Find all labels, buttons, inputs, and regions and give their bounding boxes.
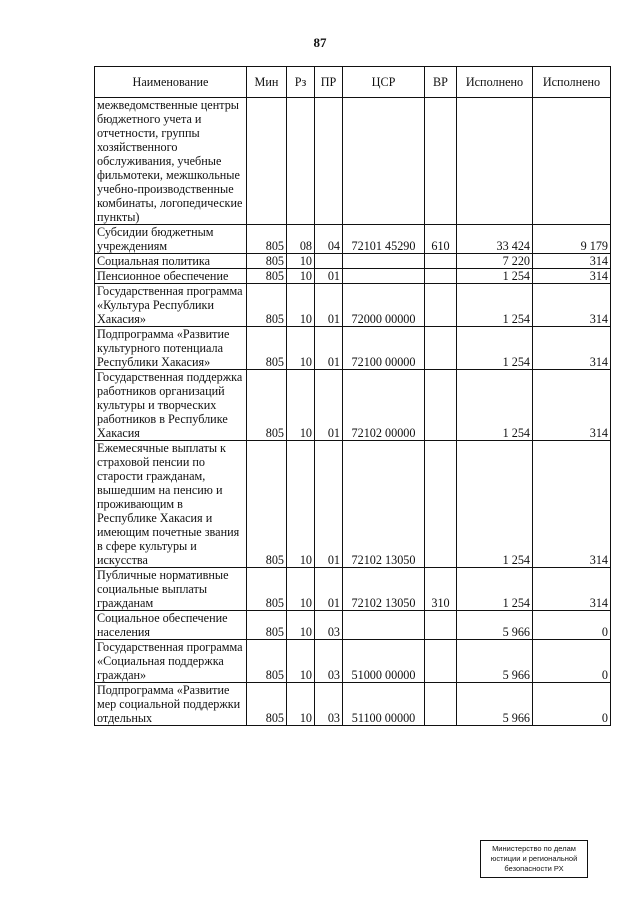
min-cell [247, 98, 287, 225]
pr-cell: 01 [315, 568, 343, 611]
stamp-line: Министерство по делам [492, 844, 576, 853]
min-cell: 805 [247, 269, 287, 284]
pr-cell: 04 [315, 225, 343, 254]
vr-cell [425, 370, 457, 441]
ispolneno-2-cell: 9 179 [533, 225, 611, 254]
ispolneno-1-cell [457, 98, 533, 225]
min-cell: 805 [247, 683, 287, 726]
table-row [95, 269, 611, 284]
ispolneno-1-cell: 1 254 [457, 284, 533, 327]
ispolneno-1-cell: 1 254 [457, 441, 533, 568]
row-name-cell: межведомственные центры бюджетного учета и отчетности, группы хозяйственного обслуживания, учебные фильмотеки, межшкольные учебно-производственные комбинаты, логопедические пункты) [95, 98, 247, 225]
min-cell: 805 [247, 611, 287, 640]
csr-cell: 72000 00000 [343, 284, 425, 327]
table-row [95, 370, 611, 441]
row-name-cell: Государственная программа «Социальная поддержка граждан» [95, 640, 247, 683]
vr-cell [425, 441, 457, 568]
ispolneno-2-cell: 0 [533, 640, 611, 683]
rz-cell [287, 98, 315, 225]
ispolneno-2-cell: 314 [533, 269, 611, 284]
ispolneno-1-cell: 5 966 [457, 611, 533, 640]
min-cell: 805 [247, 254, 287, 269]
ispolneno-1-cell: 5 966 [457, 683, 533, 726]
ispolneno-2-cell: 0 [533, 683, 611, 726]
ispolneno-1-cell: 1 254 [457, 568, 533, 611]
rz-cell: 10 [287, 640, 315, 683]
vr-cell [425, 640, 457, 683]
row-name-cell: Социальная политика [95, 254, 247, 269]
vr-cell [425, 327, 457, 370]
csr-cell: 51000 00000 [343, 640, 425, 683]
table-header-row [95, 67, 611, 98]
pr-cell: 01 [315, 370, 343, 441]
csr-cell [343, 269, 425, 284]
pr-cell: 03 [315, 640, 343, 683]
csr-cell [343, 611, 425, 640]
table-row [95, 225, 611, 254]
table-row [95, 611, 611, 640]
ispolneno-1-cell: 1 254 [457, 269, 533, 284]
rz-cell: 10 [287, 269, 315, 284]
row-name-cell: Подпрограмма «Развитие мер социальной поддержки отдельных [95, 683, 247, 726]
rz-cell: 10 [287, 327, 315, 370]
ispolneno-1-cell: 33 424 [457, 225, 533, 254]
pr-cell: 01 [315, 327, 343, 370]
table-row [95, 98, 611, 225]
ispolneno-2-cell: 314 [533, 254, 611, 269]
header-ispolneno-1: Исполнено [457, 67, 533, 98]
rz-cell: 10 [287, 254, 315, 269]
csr-cell [343, 98, 425, 225]
csr-cell: 72100 00000 [343, 327, 425, 370]
rz-cell: 10 [287, 284, 315, 327]
ispolneno-2-cell [533, 98, 611, 225]
pr-cell [315, 254, 343, 269]
ispolneno-1-cell: 7 220 [457, 254, 533, 269]
min-cell: 805 [247, 225, 287, 254]
row-name-cell: Государственная поддержка работников организаций культуры и творческих работников в Республике Хакасия [95, 370, 247, 441]
vr-cell: 610 [425, 225, 457, 254]
pr-cell [315, 98, 343, 225]
row-name-cell: Государственная программа «Культура Республики Хакасия» [95, 284, 247, 327]
csr-cell: 72102 00000 [343, 370, 425, 441]
table-row [95, 568, 611, 611]
vr-cell [425, 611, 457, 640]
row-name-cell: Подпрограмма «Развитие культурного потенциала Республики Хакасия» [95, 327, 247, 370]
ispolneno-2-cell: 314 [533, 284, 611, 327]
pr-cell: 03 [315, 611, 343, 640]
table-row [95, 254, 611, 269]
table-row [95, 284, 611, 327]
header-ispolneno-2: Исполнено [533, 67, 611, 98]
rz-cell: 10 [287, 370, 315, 441]
stamp-line: юстиции и региональной [490, 854, 578, 863]
vr-cell [425, 284, 457, 327]
ispolneno-2-cell: 0 [533, 611, 611, 640]
page-number: 87 [313, 35, 327, 50]
rz-cell: 10 [287, 611, 315, 640]
header-pr: ПР [315, 67, 343, 98]
ministry-stamp [480, 840, 588, 878]
ispolneno-2-cell: 314 [533, 370, 611, 441]
csr-cell [343, 254, 425, 269]
stamp-line: безопасности РХ [504, 864, 564, 873]
csr-cell: 72101 45290 [343, 225, 425, 254]
min-cell: 805 [247, 327, 287, 370]
pr-cell: 01 [315, 441, 343, 568]
pr-cell: 01 [315, 284, 343, 327]
ispolneno-2-cell: 314 [533, 441, 611, 568]
budget-table [94, 66, 611, 726]
vr-cell [425, 98, 457, 225]
header-name: Наименование [95, 67, 247, 98]
table-body [95, 98, 611, 726]
pr-cell: 03 [315, 683, 343, 726]
row-name-cell: Пенсионное обеспечение [95, 269, 247, 284]
csr-cell: 72102 13050 [343, 441, 425, 568]
header-vr: ВР [425, 67, 457, 98]
pr-cell: 01 [315, 269, 343, 284]
ispolneno-2-cell: 314 [533, 327, 611, 370]
min-cell: 805 [247, 284, 287, 327]
csr-cell: 51100 00000 [343, 683, 425, 726]
table-row [95, 327, 611, 370]
min-cell: 805 [247, 370, 287, 441]
rz-cell: 10 [287, 441, 315, 568]
ispolneno-1-cell: 5 966 [457, 640, 533, 683]
row-name-cell: Субсидии бюджетным учреждениям [95, 225, 247, 254]
row-name-cell: Публичные нормативные социальные выплаты гражданам [95, 568, 247, 611]
row-name-cell: Ежемесячные выплаты к страховой пенсии по старости гражданам, вышедшим на пенсию и проживающим в Республике Хакасия и имеющим почетные звания в сфере культуры и искусства [95, 441, 247, 568]
header-csr: ЦСР [343, 67, 425, 98]
row-name-cell: Социальное обеспечение населения [95, 611, 247, 640]
header-min: Мин [247, 67, 287, 98]
rz-cell: 10 [287, 683, 315, 726]
vr-cell [425, 683, 457, 726]
vr-cell [425, 269, 457, 284]
min-cell: 805 [247, 640, 287, 683]
min-cell: 805 [247, 568, 287, 611]
rz-cell: 08 [287, 225, 315, 254]
csr-cell: 72102 13050 [343, 568, 425, 611]
header-rz: Рз [287, 67, 315, 98]
ispolneno-1-cell: 1 254 [457, 370, 533, 441]
table-row [95, 683, 611, 726]
table-row [95, 441, 611, 568]
ispolneno-2-cell: 314 [533, 568, 611, 611]
min-cell: 805 [247, 441, 287, 568]
vr-cell [425, 254, 457, 269]
ispolneno-1-cell: 1 254 [457, 327, 533, 370]
vr-cell: 310 [425, 568, 457, 611]
rz-cell: 10 [287, 568, 315, 611]
table-row [95, 640, 611, 683]
